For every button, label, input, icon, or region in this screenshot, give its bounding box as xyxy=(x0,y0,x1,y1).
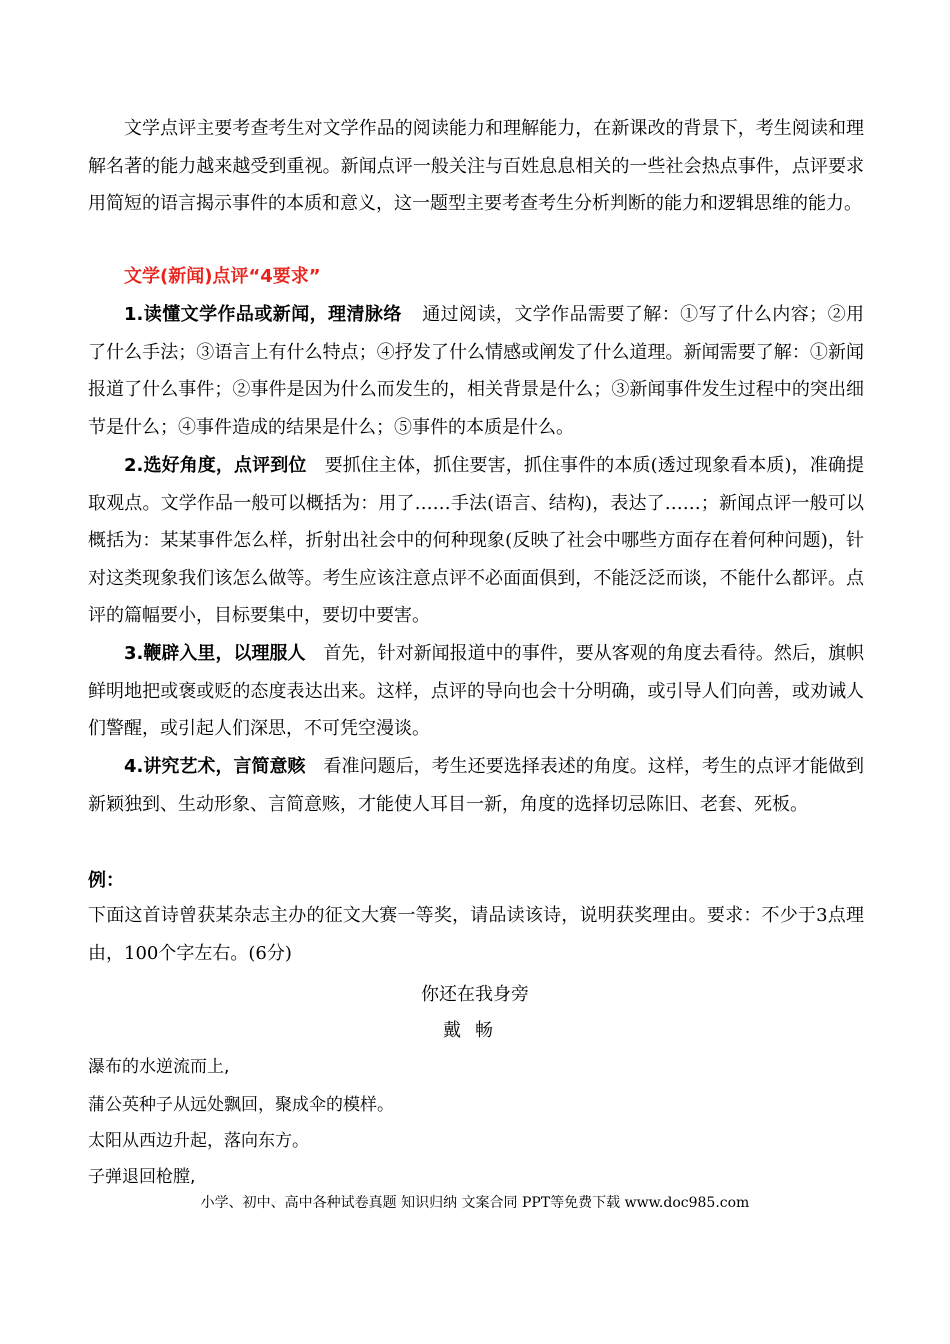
poem-line-3: 太阳从西边升起，落向东方。 xyxy=(88,1131,309,1151)
requirement-3-body: 首先，针对新闻报道中的事件，要从客观的角度去看待。然后，旗帜鲜明地把或褒或贬的态度表达出来。这样，点评的导向也会十分明确，或引导人们向善，或劝诫人们警醒，或引起人们深思，不可凭空漫谈。 xyxy=(88,643,864,740)
requirement-3 xyxy=(88,635,864,748)
requirement-4-title: 4.讲究艺术，言简意赅 xyxy=(124,756,306,777)
requirement-2-body: 要抓住主体，抓住要害，抓住事件的本质(透过现象看本质)，准确提取观点。文学作品一般可以概括为：用了……手法(语言、结构)，表达了……；新闻点评一般可以概括为：某某事件怎么样，折射出社会中的何种现象(反映了社会中哪些方面存在着何种问题)，针对这类现象我们该怎么做等。考生应该注意点评不必面面俱到，不能泛泛而谈，不能什么都评。点评的篇幅要小，目标要集中，要切中要害。 xyxy=(88,455,864,627)
requirement-2 xyxy=(88,447,864,635)
requirement-2-title: 2.选好角度，点评到位 xyxy=(124,455,307,476)
requirement-3-title: 3.鞭辟入里，以理服人 xyxy=(124,643,306,664)
section-heading: 文学(新闻)点评“4要求” xyxy=(124,266,321,287)
requirement-1-title: 1.读懂文学作品或新闻，理清脉络 xyxy=(124,304,402,325)
requirement-4 xyxy=(88,748,864,823)
poem-line-2: 蒲公英种子从远处飘回，聚成伞的模样。 xyxy=(88,1095,394,1115)
poem-author: 戴畅 xyxy=(443,1020,507,1041)
example-label: 例： xyxy=(88,870,124,891)
page-footer: 小学、初中、高中各种试卷真题 知识归纳 文案合同 PPT等免费下载 www.doc985.com xyxy=(200,1195,750,1211)
poem-line-4: 子弹退回枪膛, xyxy=(88,1167,196,1187)
question-text: 下面这首诗曾获某杂志主办的征文大赛一等奖，请品读该诗，说明获奖理由。要求：不少于3点理由，100个字左右。(6分) xyxy=(88,905,864,964)
requirement-1 xyxy=(88,296,864,446)
poem-title: 你还在我身旁 xyxy=(421,984,529,1005)
poem-line-1: 瀑布的水逆流而上, xyxy=(88,1057,230,1077)
requirement-1-body: 通过阅读，文学作品需要了解：①写了什么内容；②用了什么手法；③语言上有什么特点；④抒发了什么情感或阐发了什么道理。新闻需要了解：①新闻报道了什么事件；②事件是因为什么而发生的，相关背景是什么；③新闻事件发生过程中的突出细节是什么；④事件造成的结果是什么；⑤事件的本质是什么。 xyxy=(88,304,864,438)
intro-paragraph: 文学点评主要考查考生对文学作品的阅读能力和理解能力，在新课改的背景下，考生阅读和理解名著的能力越来越受到重视。新闻点评一般关注与百姓息息相关的一些社会热点事件，点评要求用简短的语言揭示事件的本质和意义，这一题型主要考查考生分析判断的能力和逻辑思维的能力。 xyxy=(88,118,864,215)
requirement-4-body: 看准问题后，考生还要选择表述的角度。这样，考生的点评才能做到新颖独到、生动形象、言简意赅，才能使人耳目一新，角度的选择切忌陈旧、老套、死板。 xyxy=(88,756,864,815)
